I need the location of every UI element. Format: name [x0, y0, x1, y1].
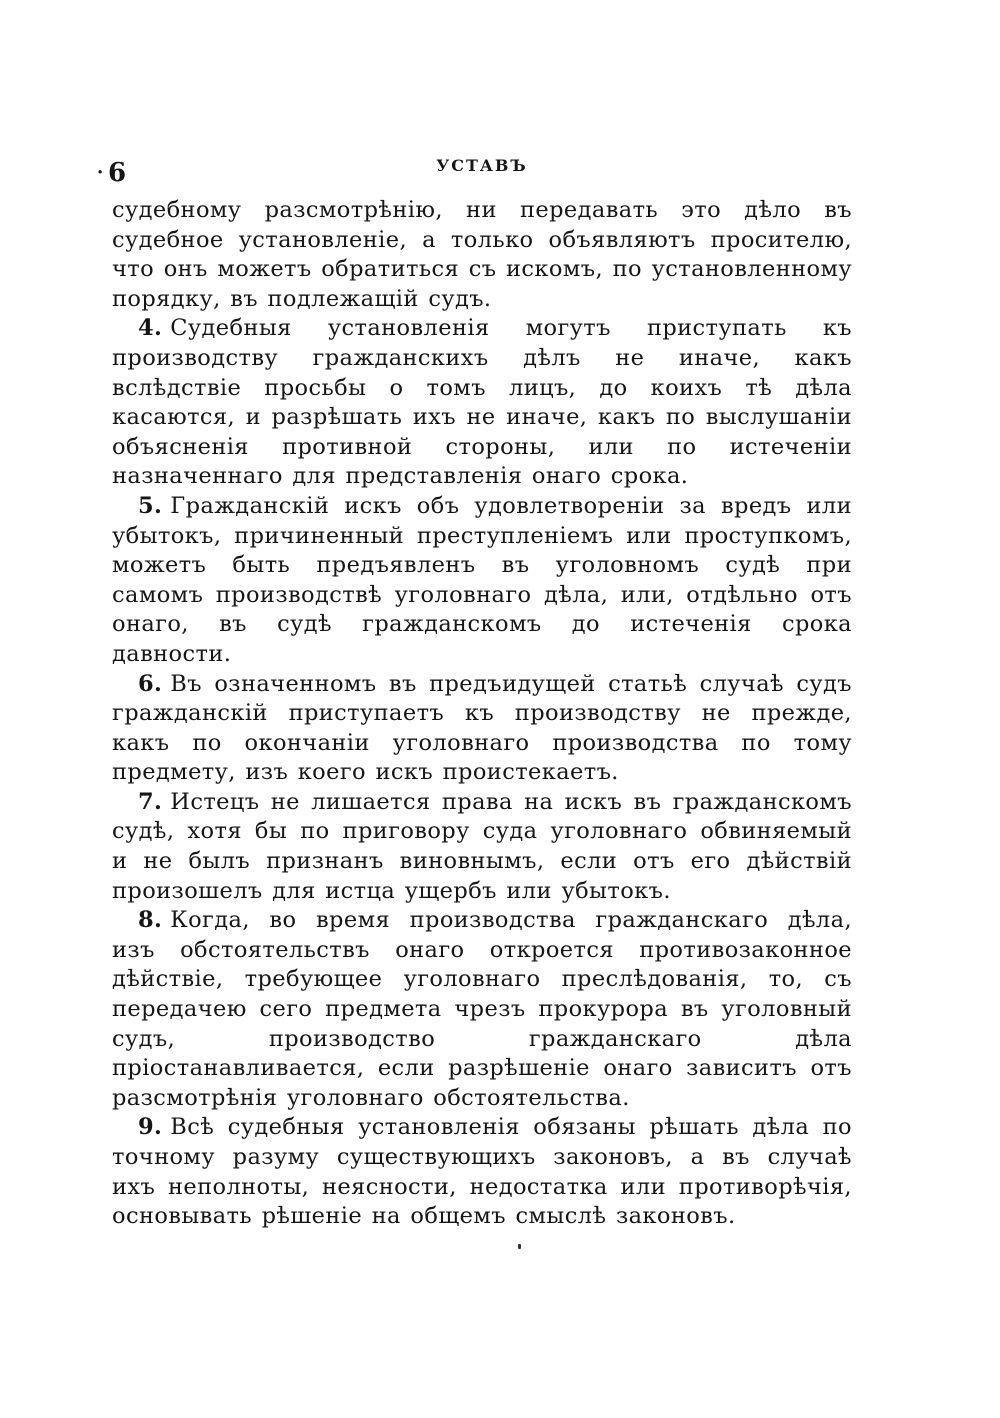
article-number: 7. — [138, 788, 163, 815]
article-text: Гражданскій искъ объ удовлетвореніи за вредъ или убытокъ, причиненный преступленіемъ или проступкомъ, можетъ быть предъявленъ въ уголовномъ судѣ при самомъ производствѣ уголовнаго дѣла, или, отдѣльно отъ онаго, въ судѣ гражданскомъ до истеченія срока давности. — [112, 492, 852, 667]
article-7 — [112, 788, 852, 906]
article-8 — [112, 906, 852, 1113]
paragraph-continuation — [112, 196, 852, 314]
article-number: 5. — [138, 492, 163, 519]
article-text: Судебныя установленія могутъ приступать къ производству гражданскихъ дѣлъ не иначе, какъ вслѣдствіе просьбы о томъ лицъ, до коихъ тѣ дѣла касаются, и разрѣшать ихъ не иначе, какъ по выслушаніи объясненія противной стороны, или по истеченіи назначеннаго для представленія онаго срока. — [112, 315, 852, 490]
article-4 — [112, 314, 852, 492]
page-body — [112, 196, 852, 1232]
ink-speck — [518, 1244, 521, 1249]
article-number: 8. — [138, 907, 163, 934]
article-number: 9. — [138, 1114, 163, 1141]
article-text: Всѣ судебныя установленія обязаны рѣшать дѣла по точному разуму существующихъ законовъ, а въ случаѣ ихъ неполноты, неясности, недостатка или противорѣчія, основывать рѣшеніе на общемъ смыслѣ законовъ. — [112, 1114, 852, 1230]
article-number: 6. — [138, 670, 163, 697]
article-text: Истецъ не лишается права на искъ въ гражданскомъ судѣ, хотя бы по приговору суда уголовнаго обвиняемый и не былъ признанъ виновнымъ, если отъ его дѣйствій произошелъ для истца ущербъ или убытокъ. — [112, 788, 852, 904]
page-number: · 6 — [108, 158, 126, 188]
article-number: 4. — [138, 315, 163, 342]
article-9 — [112, 1113, 852, 1231]
article-6 — [112, 670, 852, 788]
article-text: Когда, во время производства гражданскаго дѣла, изъ обстоятельствъ онаго откроется противозаконное дѣйствіе, требующее уголовнаго преслѣдованія, то, съ передачею сего предмета чрезъ прокурора въ уголовный судъ, производство гражданскаго дѣла пріостанавливается, если разрѣшеніе онаго зависитъ отъ разсмотрѣнія уголовнаго обстоятельства. — [112, 907, 852, 1111]
page-header — [108, 150, 856, 190]
article-text: Въ означенномъ въ предъидущей статьѣ случаѣ судъ гражданскій приступаетъ къ производству не прежде, какъ по окончаніи уголовнаго производства по тому предмету, изъ коего искъ проистекаетъ. — [112, 670, 852, 786]
running-title: УСТАВЪ — [436, 156, 528, 175]
paragraph-text: судебному разсмотрѣнію, ни передавать это дѣло въ судебное установленіе, а только объявляютъ просителю, что онъ можетъ обратиться съ искомъ, по установленному порядку, въ подлежащій судъ. — [112, 197, 852, 312]
article-5 — [112, 492, 852, 670]
